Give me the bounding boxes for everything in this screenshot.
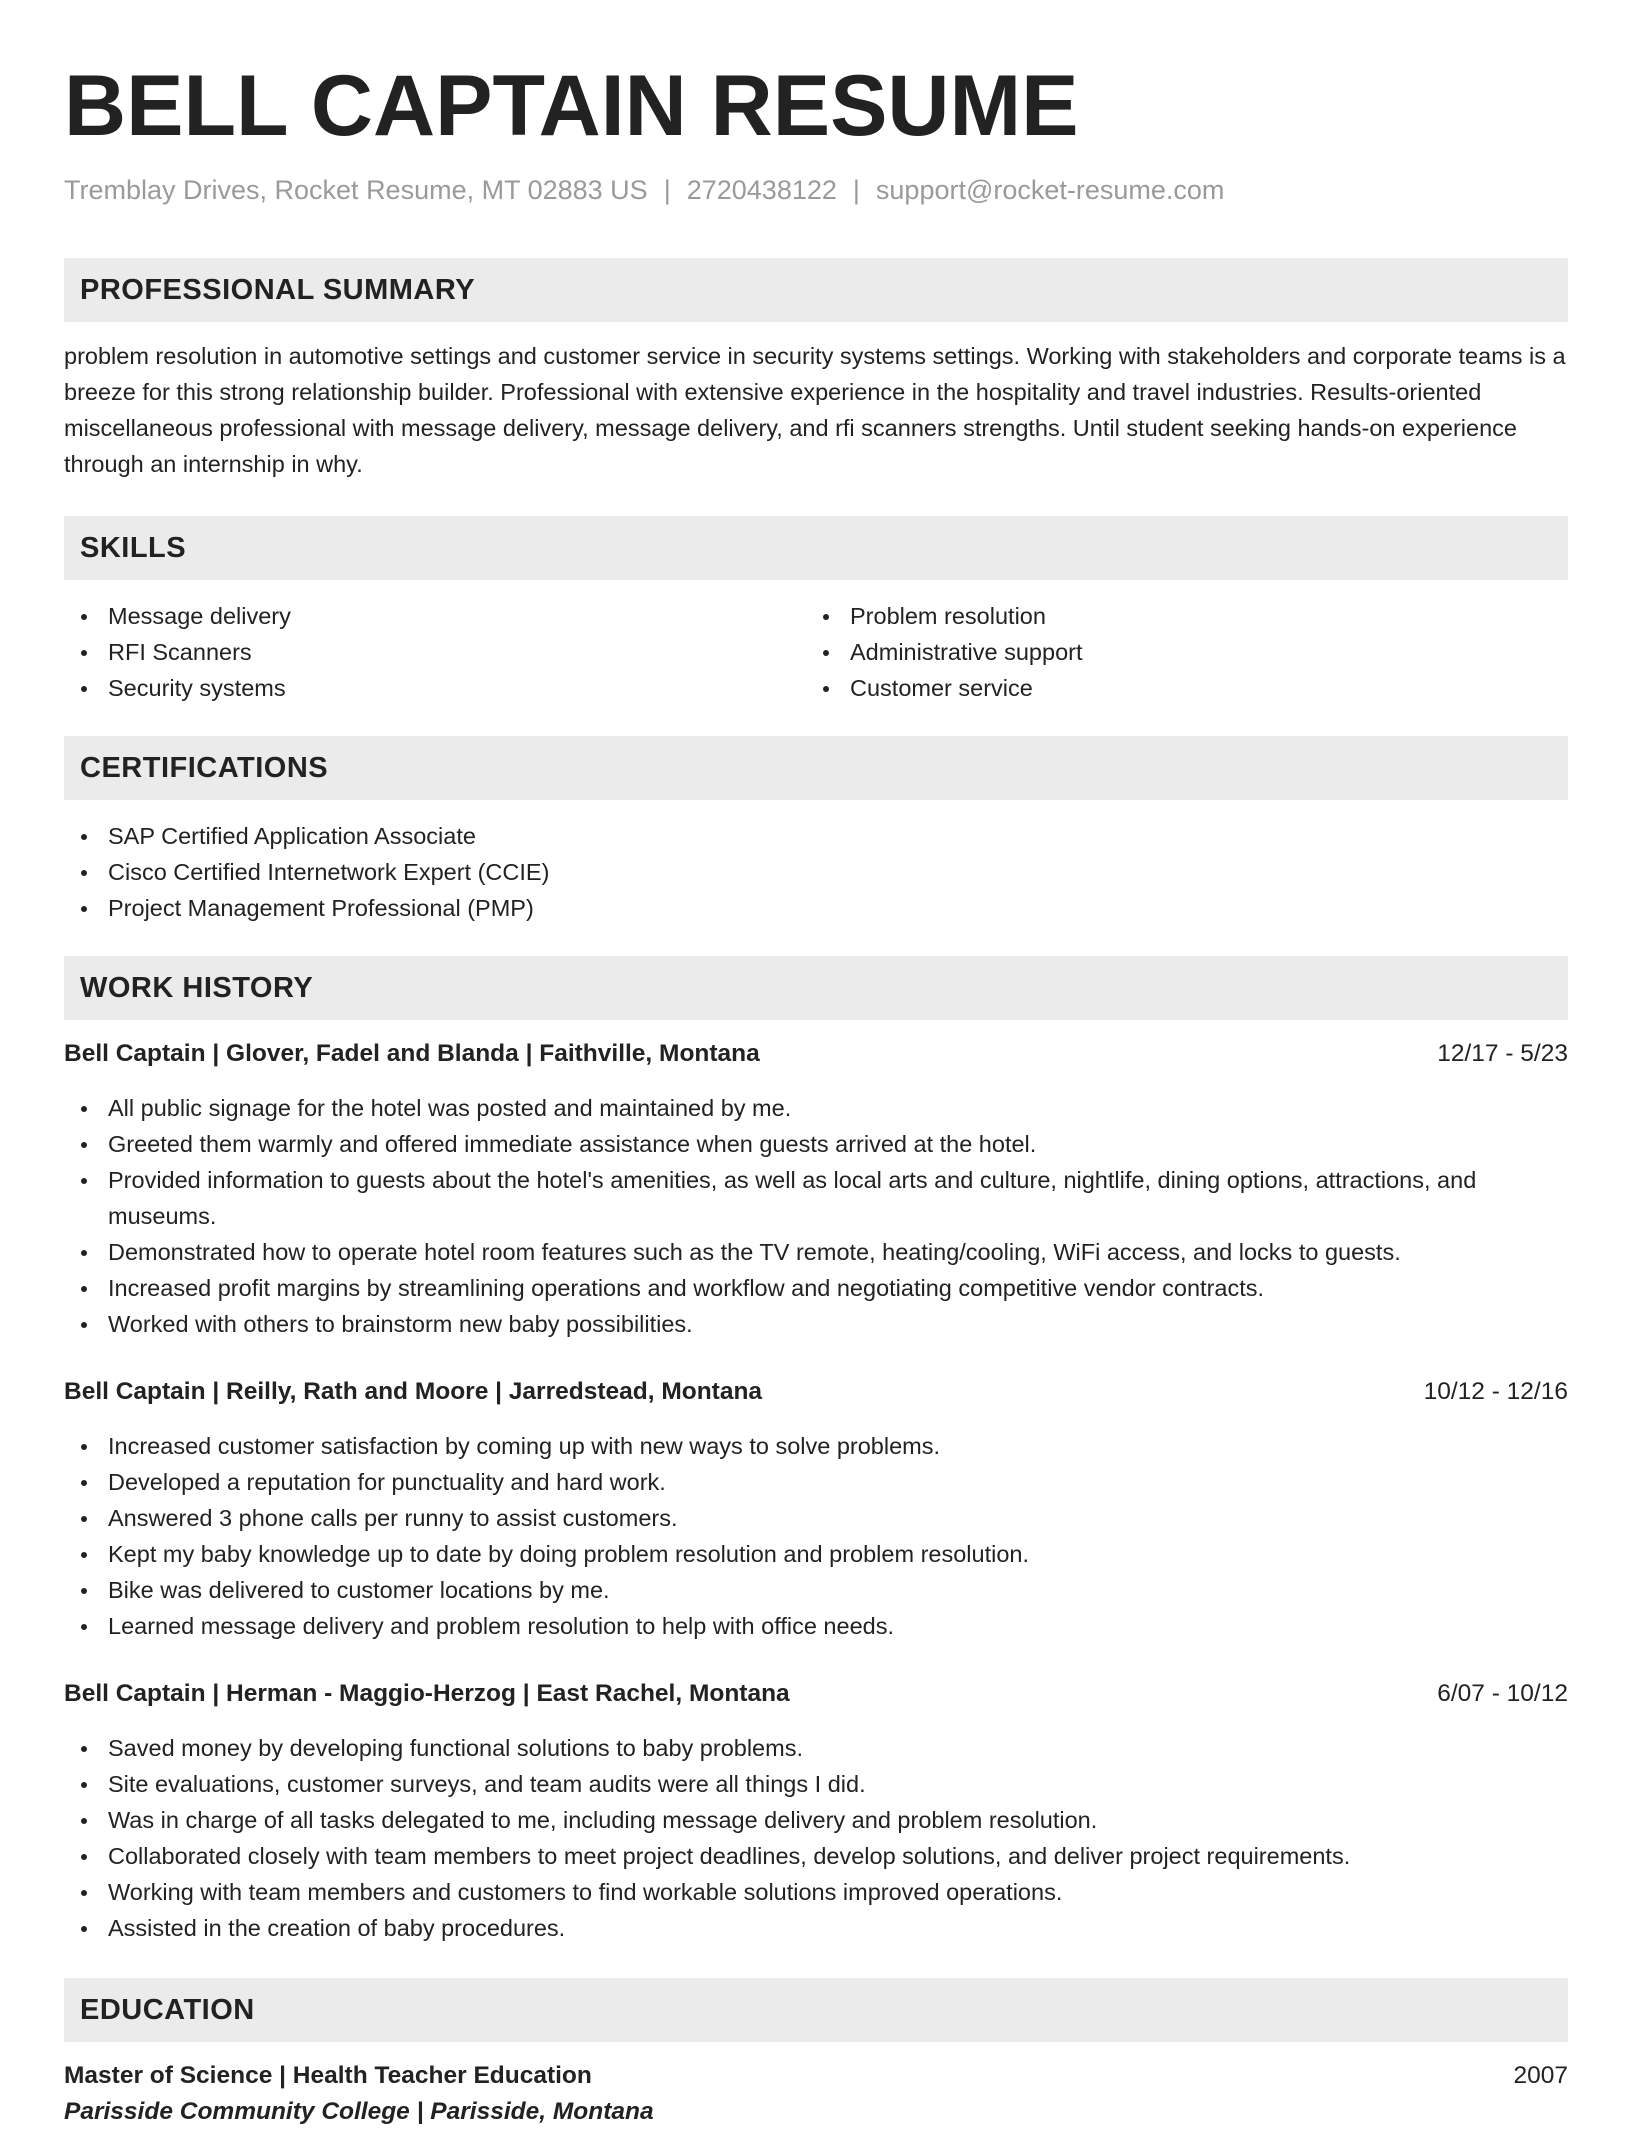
education-year: 2007 bbox=[1513, 2062, 1568, 2089]
section-header-summary bbox=[64, 258, 1568, 322]
job-bullet: Answered 3 phone calls per runny to assist customers. bbox=[64, 1500, 1568, 1536]
summary-text: problem resolution in automotive settings and customer service in security systems settings. Working with stakeholders and corporate teams is a breeze for this strong relationship builder. Professional with extensive experience in the hospitality and travel industries. Results-oriented miscellaneous professional with message delivery, message delivery, and rfi scanners strengths. Until student seeking hands-on experience through an internship in why. bbox=[64, 343, 1566, 477]
contact-separator: | bbox=[663, 175, 671, 205]
resume-title: BELL CAPTAIN RESUME bbox=[64, 58, 1079, 154]
job-bullet: Kept my baby knowledge up to date by doing problem resolution and problem resolution. bbox=[64, 1536, 1568, 1572]
job-bullet: Bike was delivered to customer locations by me. bbox=[64, 1572, 1568, 1608]
education-degree: Master of Science | Health Teacher Education bbox=[64, 2062, 592, 2089]
skill-item: Customer service bbox=[806, 670, 1548, 706]
contact-phone: 2720438122 bbox=[686, 175, 837, 205]
section-header-skills bbox=[64, 516, 1568, 580]
certification-item: Cisco Certified Internetwork Expert (CCIE) bbox=[64, 854, 1568, 890]
job-bullet: Site evaluations, customer surveys, and team audits were all things I did. bbox=[64, 1766, 1568, 1802]
section-header-certifications bbox=[64, 736, 1568, 800]
education-school: Parisside Community College | Parisside, Montana bbox=[64, 2098, 654, 2125]
section-header-work-history bbox=[64, 956, 1568, 1020]
job-bullet: Provided information to guests about the hotel's amenities, as well as local arts and culture, nightlife, dining options, attractions, and museums. bbox=[64, 1162, 1568, 1234]
contact-separator: | bbox=[852, 175, 860, 205]
job-bullet: Learned message delivery and problem resolution to help with office needs. bbox=[64, 1608, 1568, 1644]
contact-email: support@rocket-resume.com bbox=[875, 175, 1225, 205]
job-dates: 10/12 - 12/16 bbox=[1423, 1378, 1568, 1405]
job-title: Bell Captain | Reilly, Rath and Moore | Jarredstead, Montana bbox=[64, 1378, 763, 1405]
skills-column-right bbox=[806, 598, 1548, 706]
certification-item: Project Management Professional (PMP) bbox=[64, 890, 1568, 926]
section-heading: PROFESSIONAL SUMMARY bbox=[80, 273, 476, 306]
job-title: Bell Captain | Glover, Fadel and Blanda | Faithville, Montana bbox=[64, 1040, 760, 1067]
skill-item: Administrative support bbox=[806, 634, 1548, 670]
section-heading: EDUCATION bbox=[80, 1993, 255, 2026]
job-bullet: Increased profit margins by streamlining operations and workflow and negotiating competitive vendor contracts. bbox=[64, 1270, 1568, 1306]
job-bullet: Working with team members and customers to find workable solutions improved operations. bbox=[64, 1874, 1568, 1910]
job-bullet: Developed a reputation for punctuality and hard work. bbox=[64, 1464, 1568, 1500]
certifications-list bbox=[64, 818, 1568, 926]
section-heading: CERTIFICATIONS bbox=[80, 751, 329, 784]
education-header bbox=[64, 2058, 1568, 2094]
job-bullet-list bbox=[64, 1730, 1568, 1946]
section-heading: WORK HISTORY bbox=[80, 971, 314, 1004]
job-bullet: Worked with others to brainstorm new baby possibilities. bbox=[64, 1306, 1568, 1342]
job-bullet: Demonstrated how to operate hotel room features such as the TV remote, heating/cooling, WiFi access, and locks to guests. bbox=[64, 1234, 1568, 1270]
job-title: Bell Captain | Herman - Maggio-Herzog | East Rachel, Montana bbox=[64, 1680, 790, 1707]
skills-grid bbox=[64, 598, 1568, 706]
skill-item: RFI Scanners bbox=[64, 634, 806, 670]
job-header bbox=[64, 1374, 1568, 1410]
resume-page bbox=[64, 0, 1568, 2130]
job-bullet: Greeted them warmly and offered immediate assistance when guests arrived at the hotel. bbox=[64, 1126, 1568, 1162]
skills-column-left bbox=[64, 598, 806, 706]
job-header bbox=[64, 1676, 1568, 1712]
job-bullet: All public signage for the hotel was posted and maintained by me. bbox=[64, 1090, 1568, 1126]
skill-item: Problem resolution bbox=[806, 598, 1548, 634]
job-bullet-list bbox=[64, 1428, 1568, 1644]
certification-item: SAP Certified Application Associate bbox=[64, 818, 1568, 854]
contact-line bbox=[64, 172, 1568, 208]
contact-address: Tremblay Drives, Rocket Resume, MT 02883 US bbox=[64, 175, 648, 205]
job-dates: 12/17 - 5/23 bbox=[1437, 1040, 1568, 1067]
skill-item: Message delivery bbox=[64, 598, 806, 634]
skill-item: Security systems bbox=[64, 670, 806, 706]
job-bullet-list bbox=[64, 1090, 1568, 1342]
job-bullet: Assisted in the creation of baby procedures. bbox=[64, 1910, 1568, 1946]
job-bullet: Saved money by developing functional solutions to baby problems. bbox=[64, 1730, 1568, 1766]
job-bullet: Collaborated closely with team members to meet project deadlines, develop solutions, and deliver project requirements. bbox=[64, 1838, 1568, 1874]
job-dates: 6/07 - 10/12 bbox=[1437, 1680, 1568, 1707]
section-heading: SKILLS bbox=[80, 531, 187, 564]
job-bullet: Increased customer satisfaction by coming up with new ways to solve problems. bbox=[64, 1428, 1568, 1464]
section-header-education bbox=[64, 1978, 1568, 2042]
job-header bbox=[64, 1036, 1568, 1072]
job-bullet: Was in charge of all tasks delegated to me, including message delivery and problem resolution. bbox=[64, 1802, 1568, 1838]
